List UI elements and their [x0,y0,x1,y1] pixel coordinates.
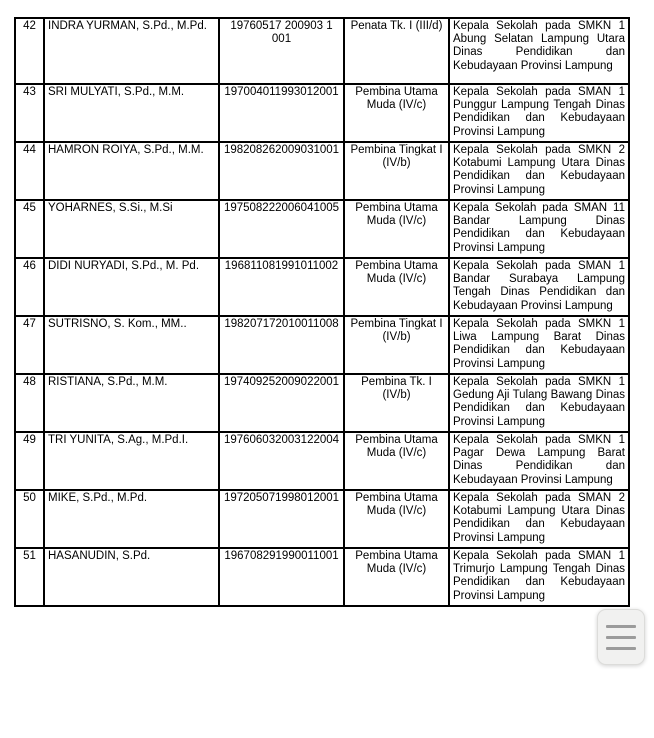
employee-position: Kepala Sekolah pada SMKN 1 Pagar Dewa Lampung Barat Dinas Pendidikan dan Kebudayaan Provinsi Lampung [449,432,629,490]
hamburger-menu-icon [606,625,636,650]
employee-rank: Pembina Utama Muda (IV/c) [344,84,449,142]
employee-nip: 196708291990011001 [219,548,344,606]
row-number: 42 [15,18,44,84]
employee-rank: Pembina Utama Muda (IV/c) [344,200,449,258]
row-number: 51 [15,548,44,606]
employee-name: SRI MULYATI, S.Pd., M.M. [44,84,219,142]
menu-bar [606,647,636,650]
row-number: 43 [15,84,44,142]
row-number: 45 [15,200,44,258]
employee-nip: 198208262009031001 [219,142,344,200]
employee-position: Kepala Sekolah pada SMAN 1 Bandar Surabaya Lampung Tengah Dinas Pendidikan dan Kebudayaan Provinsi Lampung [449,258,629,316]
employee-position: Kepala Sekolah pada SMAN 1 Punggur Lampung Tengah Dinas Pendidikan dan Kebudayaan Provinsi Lampung [449,84,629,142]
employee-name: TRI YUNITA, S.Ag., M.Pd.I. [44,432,219,490]
employee-nip: 197606032003122004 [219,432,344,490]
employee-position: Kepala Sekolah pada SMKN 2 Kotabumi Lampung Utara Dinas Pendidikan dan Kebudayaan Provinsi Lampung [449,142,629,200]
table-row [15,374,629,432]
employee-name: RISTIANA, S.Pd., M.M. [44,374,219,432]
row-number: 48 [15,374,44,432]
menu-bar [606,636,636,639]
employee-rank: Pembina Utama Muda (IV/c) [344,548,449,606]
employee-rank: Pembina Tk. I (IV/b) [344,374,449,432]
employee-rank: Pembina Utama Muda (IV/c) [344,490,449,548]
employee-nip: 197508222006041005 [219,200,344,258]
employee-rank: Pembina Tingkat I (IV/b) [344,142,449,200]
employee-name: MIKE, S.Pd., M.Pd. [44,490,219,548]
row-number: 46 [15,258,44,316]
row-number: 47 [15,316,44,374]
menu-bar [606,625,636,628]
table-row [15,490,629,548]
table-row [15,18,629,84]
employee-nip: 197205071998012001 [219,490,344,548]
employee-nip: 196811081991011002 [219,258,344,316]
employee-position: Kepala Sekolah pada SMAN 11 Bandar Lampung Dinas Pendidikan dan Kebudayaan Provinsi Lampung [449,200,629,258]
scroll-handle-button[interactable] [597,609,645,665]
employee-nip: 198207172010011008 [219,316,344,374]
employee-rank: Penata Tk. I (III/d) [344,18,449,84]
employee-position: Kepala Sekolah pada SMKN 1 Abung Selatan Lampung Utara Dinas Pendidikan dan Kebudayaan Provinsi Lampung [449,18,629,84]
employee-name: HASANUDIN, S.Pd. [44,548,219,606]
employee-name: HAMRON ROIYA, S.Pd., M.M. [44,142,219,200]
row-number: 50 [15,490,44,548]
employee-nip: 197409252009022001 [219,374,344,432]
table-row [15,432,629,490]
employee-position: Kepala Sekolah pada SMKN 1 Gedung Aji Tulang Bawang Dinas Pendidikan dan Kebudayaan Provinsi Lampung [449,374,629,432]
employee-rank: Pembina Utama Muda (IV/c) [344,258,449,316]
table-row [15,316,629,374]
employee-name: SUTRISNO, S. Kom., MM.. [44,316,219,374]
employee-name: DIDI NURYADI, S.Pd., M. Pd. [44,258,219,316]
employee-nip: 19760517 200903 1 001 [219,18,344,84]
personnel-table [14,17,630,607]
table-row [15,84,629,142]
table-row [15,258,629,316]
employee-position: Kepala Sekolah pada SMKN 1 Liwa Lampung Barat Dinas Pendidikan dan Kebudayaan Provinsi Lampung [449,316,629,374]
row-number: 49 [15,432,44,490]
table-row [15,200,629,258]
employee-position: Kepala Sekolah pada SMAN 2 Kotabumi Lampung Utara Dinas Pendidikan dan Kebudayaan Provinsi Lampung [449,490,629,548]
row-number: 44 [15,142,44,200]
employee-nip: 197004011993012001 [219,84,344,142]
employee-name: YOHARNES, S.Si., M.Si [44,200,219,258]
table-row [15,142,629,200]
employee-position: Kepala Sekolah pada SMAN 1 Trimurjo Lampung Tengah Dinas Pendidikan dan Kebudayaan Provinsi Lampung [449,548,629,606]
employee-rank: Pembina Utama Muda (IV/c) [344,432,449,490]
employee-name: INDRA YURMAN, S.Pd., M.Pd. [44,18,219,84]
employee-rank: Pembina Tingkat I (IV/b) [344,316,449,374]
table-row [15,548,629,606]
